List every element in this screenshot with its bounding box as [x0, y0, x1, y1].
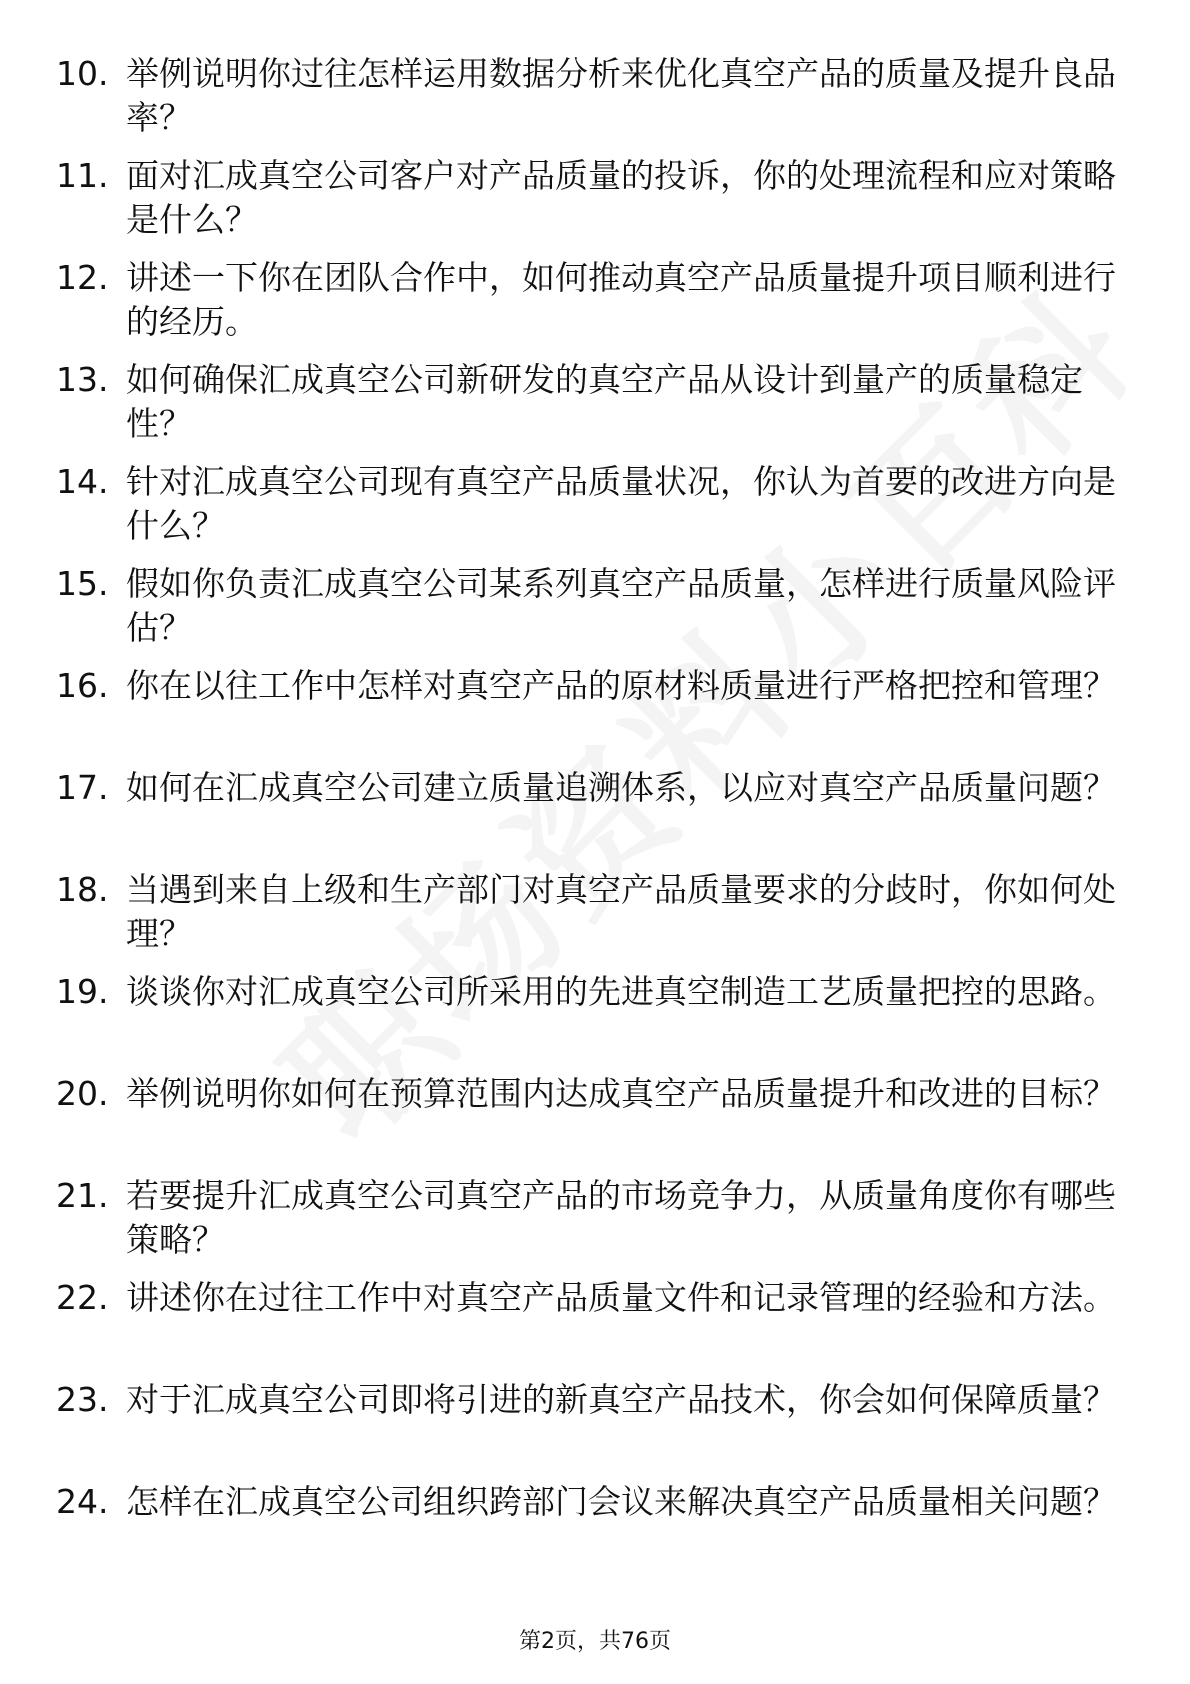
list-item	[56, 52, 1116, 154]
question-text: 如何确保汇成真空公司新研发的真空产品从设计到量产的质量稳定性？	[126, 360, 1083, 443]
list-item	[56, 358, 1116, 460]
question-number: 22.	[56, 1278, 109, 1317]
question-text: 针对汇成真空公司现有真空产品质量状况，你认为首要的改进方向是什么？	[126, 462, 1116, 545]
list-item	[56, 460, 1116, 562]
list-item	[56, 256, 1116, 358]
question-number: 24.	[56, 1482, 109, 1521]
list-item	[56, 562, 1116, 664]
question-number: 17.	[56, 768, 109, 807]
page-number-label: 第2页，共76页	[519, 1629, 671, 1654]
question-text: 你在以往工作中怎样对真空产品的原材料质量进行严格把控和管理？	[126, 666, 1116, 705]
question-text: 若要提升汇成真空公司真空产品的市场竞争力，从质量角度你有哪些策略？	[126, 1176, 1116, 1259]
question-number: 21.	[56, 1176, 109, 1215]
list-item	[56, 1480, 1116, 1582]
question-text: 面对汇成真空公司客户对产品质量的投诉，你的处理流程和应对策略是什么？	[126, 156, 1116, 239]
question-number: 14.	[56, 462, 109, 501]
question-number: 19.	[56, 972, 109, 1011]
question-number: 20.	[56, 1074, 109, 1113]
list-item	[56, 766, 1116, 868]
list-item	[56, 868, 1116, 970]
page-footer	[0, 1624, 1190, 1655]
question-text: 讲述一下你在团队合作中，如何推动真空产品质量提升项目顺利进行的经历。	[126, 258, 1116, 341]
list-item	[56, 1378, 1116, 1480]
list-item	[56, 1276, 1116, 1378]
question-text: 举例说明你如何在预算范围内达成真空产品质量提升和改进的目标？	[126, 1074, 1116, 1113]
question-text: 对于汇成真空公司即将引进的新真空产品技术，你会如何保障质量？	[126, 1380, 1116, 1419]
question-number: 10.	[56, 54, 109, 93]
question-text: 谈谈你对汇成真空公司所采用的先进真空制造工艺质量把控的思路。	[126, 972, 1116, 1011]
question-text: 如何在汇成真空公司建立质量追溯体系，以应对真空产品质量问题？	[126, 768, 1116, 807]
list-item	[56, 1072, 1116, 1174]
question-text: 怎样在汇成真空公司组织跨部门会议来解决真空产品质量相关问题？	[126, 1482, 1116, 1521]
list-item	[56, 154, 1116, 256]
question-text: 讲述你在过往工作中对真空产品质量文件和记录管理的经验和方法。	[126, 1278, 1116, 1317]
question-number: 16.	[56, 666, 109, 705]
question-number: 12.	[56, 258, 109, 297]
question-text: 当遇到来自上级和生产部门对真空产品质量要求的分歧时，你如何处理？	[126, 870, 1116, 953]
question-number: 18.	[56, 870, 109, 909]
question-number: 15.	[56, 564, 109, 603]
list-item	[56, 664, 1116, 766]
list-item	[56, 1174, 1116, 1276]
question-text: 假如你负责汇成真空公司某系列真空产品质量，怎样进行质量风险评估？	[126, 564, 1116, 647]
question-number: 13.	[56, 360, 109, 399]
question-text: 举例说明你过往怎样运用数据分析来优化真空产品的质量及提升良品率？	[126, 54, 1116, 137]
question-number: 11.	[56, 156, 109, 195]
question-list	[56, 52, 1116, 1582]
list-item	[56, 970, 1116, 1072]
question-number: 23.	[56, 1380, 109, 1419]
